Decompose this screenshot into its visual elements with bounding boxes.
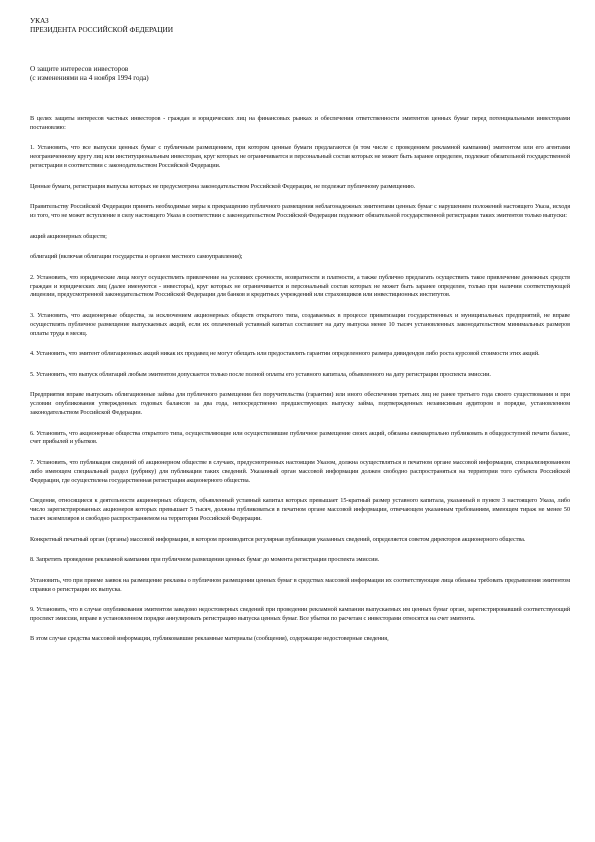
paragraph-item-5: 5. Установить, что выпуск облигаций любым эмитентом допускается только после полной оплаты его уставного капитала, объявленного на дату регистрации проспекта эмиссии. bbox=[30, 370, 491, 378]
decree-header-line-1: УКАЗ bbox=[30, 16, 49, 25]
paragraph-item-3: 3. Установить, что акционерные общества, за исключением акционерных обществ открытого типа, создаваемых в процессе приватизации государственных и муниципальных предприятий, не вправе осуществлять публичное размещение выпускаемых акций, если их оплаченный уставный капитал составляет на дату выпуска менее 10 тысяч установленных законодательством минимальных размеров оплаты труда в месяц. bbox=[30, 311, 570, 337]
document-title bbox=[30, 65, 570, 83]
paragraph-item-1: 1. Установить, что все выпуски ценных бумаг с публичным размещением, при котором ценные бумаги предлагаются (в том числе с проведением рекламной кампании) эмитентом или его агентами неограниченному кругу лиц или институциональным инвесторам, круг которых не ограничивается и персональный состав которых не может быть заранее определен, подлежат обязательной государственной регистрации в соответствии с законодательством Российской Федерации. bbox=[30, 144, 570, 170]
document-page bbox=[30, 16, 570, 652]
paragraph: Ценные бумаги, регистрация выпуска которых не предусмотрена законодательством Российской Федерации, не подлежат публичному размещению. bbox=[30, 182, 416, 190]
document-title-line-2: (с изменениями на 4 ноября 1994 года) bbox=[30, 73, 149, 82]
document-title-line-1: О защите интересов инвесторов bbox=[30, 64, 129, 73]
decree-header bbox=[30, 16, 570, 35]
paragraph: Сведения, относящиеся к деятельности акционерных обществ, объявленный уставный капитал которых превышает 15-кратный размер уставного капитала, указанный в пункте 3 настоящего Указа, либо число зарегистрированных акционеров которых превышает 5 тысяч, должны публиковаться в печатном органе массовой информации, отвечающем указанным требованиям, имеющем тираж не менее 50 тысяч экземпляров и свободно распространяемом на территории Российской Федерации. bbox=[30, 497, 570, 523]
document-body bbox=[30, 115, 570, 644]
paragraph: В этом случае средства массовой информации, публиковавшие рекламные материалы (сообщения), содержащие недостоверные сведения, bbox=[30, 635, 389, 643]
paragraph-item-2: 2. Установить, что юридические лица могут осуществлять привлечение на условиях срочности, возвратности и платности, а также публично предлагать осуществить такое привлечение денежных средств граждан и юридических лиц (далее именуются - инвесторы), круг которых не ограничивается и персональный состав которых не может быть заранее определен, только при наличии соответствующей лицензии, предусмотренной законодательством Российской Федерации для банков и кредитных учреждений или страховщиков или инвестиционных институтов. bbox=[30, 273, 570, 299]
paragraph-item-7: 7. Установить, что публикация сведений об акционерном обществе в случаях, предусмотренных настоящим Указом, должна осуществляться в печатном органе массовой информации, специализированном либо имеющем специальный раздел (рубрику) для публикации таких сведений. Указанный орган массовой информации должен свободно распространяться на территории того субъекта Российской Федерации, где осуществлена государственная регистрация акционерного общества. bbox=[30, 458, 570, 484]
decree-header-line-2: ПРЕЗИДЕНТА РОССИЙСКОЙ ФЕДЕРАЦИИ bbox=[30, 25, 173, 35]
paragraph-item-9: 9. Установить, что в случае опубликования эмитентом заведомо недостоверных сведений при проведении рекламной кампании выпускаемых им ценных бумаг орган, зарегистрировавший соответствующий проспект эмиссии, вправе в установленном порядке аннулировать регистрацию выпуска ценных бумаг. Все убытки по расчетам с инвесторами относятся на счет эмитента. bbox=[30, 606, 570, 622]
paragraph: Конкретный печатный орган (органы) массовой информации, в котором производится регулярная публикация указанных сведений, определяется советом директоров акционерного общества. bbox=[30, 535, 526, 543]
paragraph-item-6: 6. Установить, что акционерные общества открытого типа, осуществляющие или осуществлявшие публичное размещение своих акций, обязаны ежеквартально публиковать в общедоступной печати баланс, счет прибылей и убытков. bbox=[30, 429, 570, 446]
paragraph-item-8: 8. Запретить проведение рекламной кампании при публичном размещении ценных бумаг до момента регистрации проспекта эмиссии. bbox=[30, 556, 380, 564]
paragraph-item-4: 4. Установить, что эмитент облигационных акций никак их продавец не могут обещать или предоставлять гарантии определенного размера дивидендов либо роста курсовой стоимости этих акций. bbox=[30, 350, 540, 358]
paragraph: Установить, что при приеме заявок на размещение рекламы о публичном размещении ценных бумаг в средствах массовой информации их соответствующие лица обязаны требовать предъявления эмитентом справки о регистрации их выпуска. bbox=[30, 576, 570, 593]
paragraph-list-entry: облигаций (включая облигации государства и органов местного самоуправления); bbox=[30, 253, 243, 261]
paragraph-list-entry: акций акционерных обществ; bbox=[30, 232, 107, 240]
paragraph-preamble: В целях защиты интересов частных инвесторов - граждан и юридических лиц на финансовых рынках и обеспечения ответственности эмитентов ценных бумаг перед потенциальными инвесторами постановляю: bbox=[30, 115, 570, 131]
paragraph: Правительству Российской Федерации принять необходимые меры к прекращению публичного размещения неблагонадежных эмитентами ценных бумаг с нарушением положений настоящего Указа, исходя из того, что не может вступление в силу настоящего Указа в соответствии с законодательством Российской Федерации подлежит обязательной государственной регистрации таких эмитентов только выпуски: bbox=[30, 203, 570, 220]
paragraph: Предприятия вправе выпускать облигационные займы для публичного размещения без поручительства (гарантии) или иного обеспечения третьих лиц не ранее третьего года своего существования и при условии опубликования утвержденных годовых балансов за два года, непосредственно предшествующих выпуску займа, подтвержденных независимым аудитором в порядке, установленном законодательством Российской Федерации. bbox=[30, 391, 570, 417]
